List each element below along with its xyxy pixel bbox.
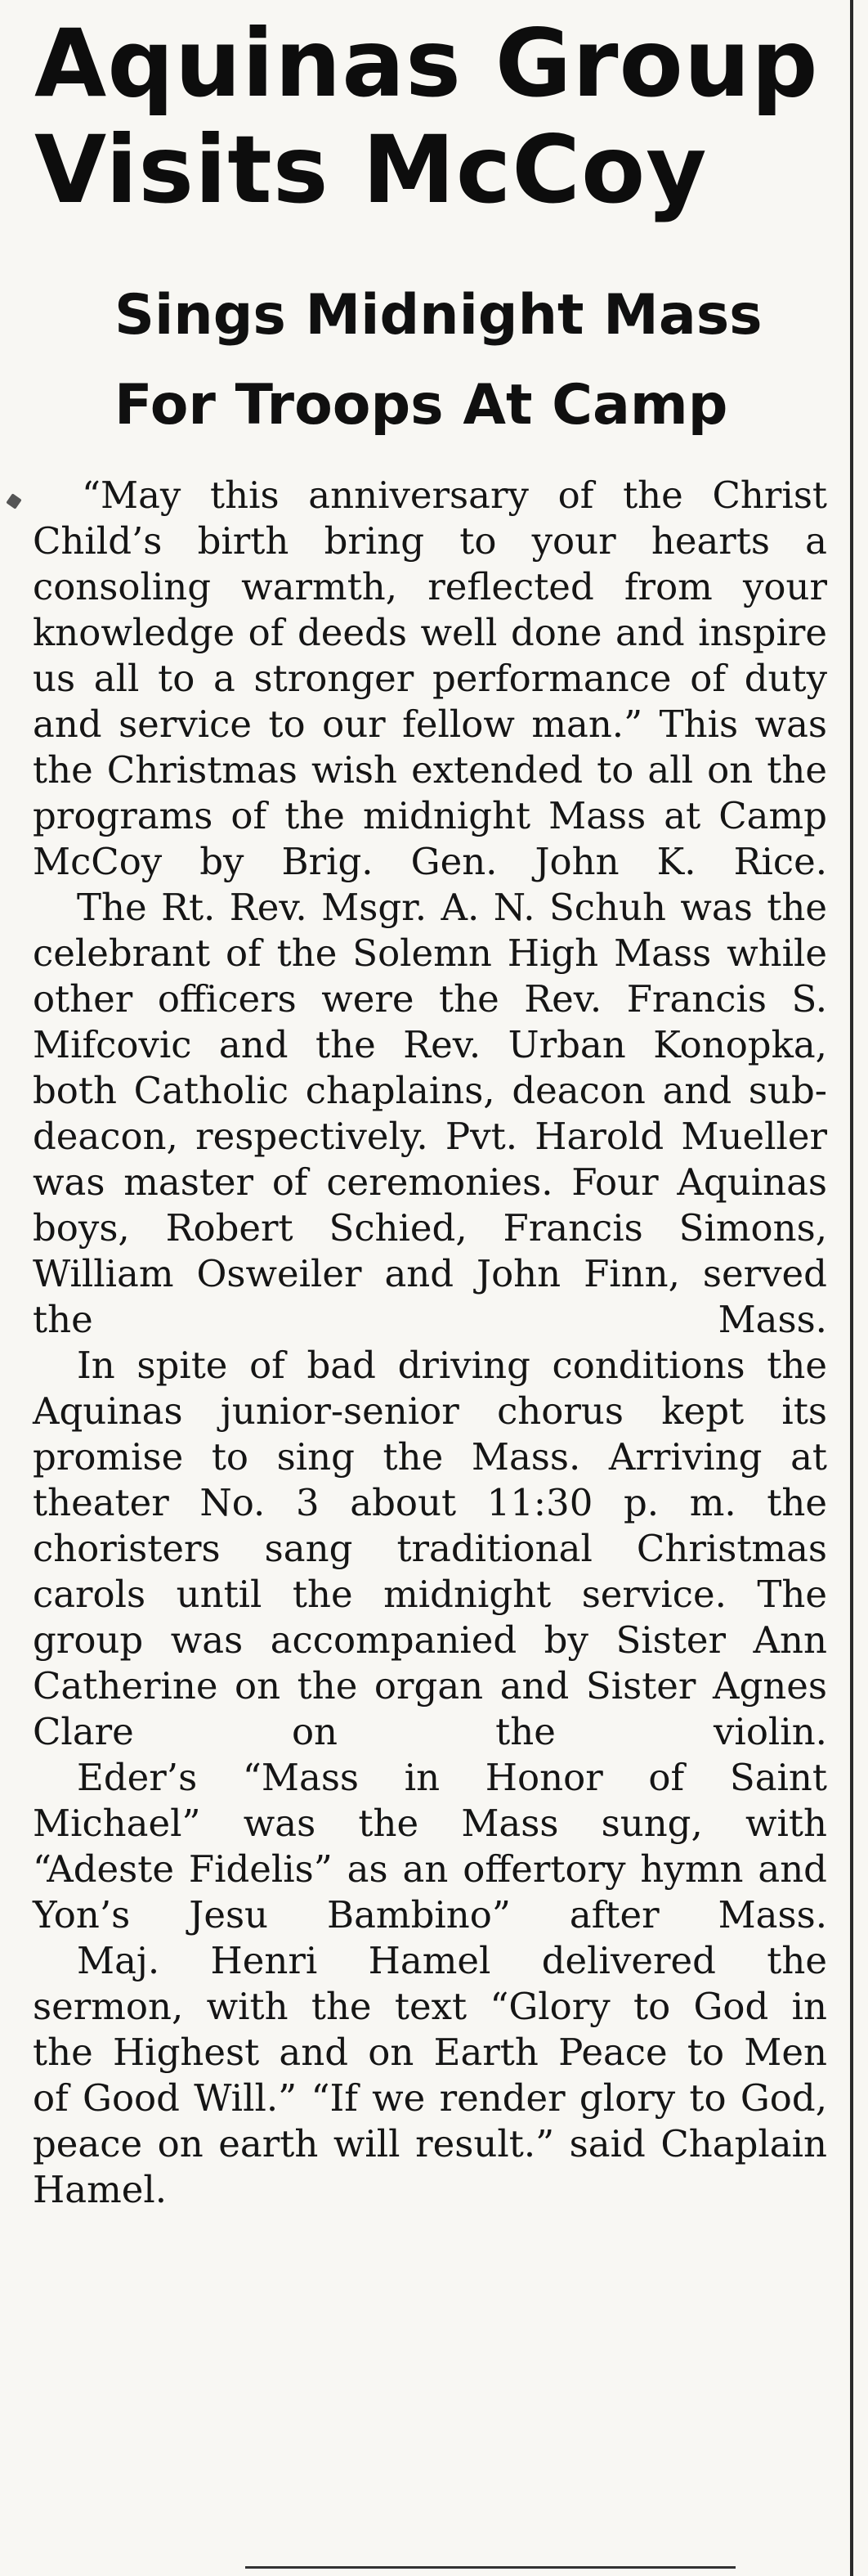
print-speck-mark <box>6 493 21 509</box>
headline-line-2: Visits McCoy <box>34 115 708 224</box>
paragraph-5: Maj. Henri Hamel delivered the sermon, with the text “Glory to God in the Highest and on Earth Peace to Men of Good Will.” “If we render glory to God, peace on earth will result.” said Chaplain Hamel. <box>33 1939 827 2211</box>
article-body <box>33 473 827 2213</box>
paragraph-2: The Rt. Rev. Msgr. A. N. Schuh was the celebrant of the Solemn High Mass while other officers were the Rev. Francis S. Mifcovic and the Rev. Urban Konopka, both Catholic chaplains, deacon and sub-deacon, respectively. Pvt. Harold Mueller was master of ceremonies. Four Aquinas boys, Robert Schied, Francis Simons, William Osweiler and John Finn, served the Mass. <box>33 886 827 1341</box>
paragraph-4: Eder’s “Mass in Honor of Saint Michael” was the Mass sung, with “Adeste Fidelis” as an offertory hymn and Yon’s Jesu Bambino” after Mass. <box>33 1756 827 1936</box>
bottom-rule <box>245 2566 736 2569</box>
paragraph-1: “May this anniversary of the Christ Child’s birth bring to your hearts a consoling warmth, reflected from your knowledge of deeds well done and inspire us all to a stronger performance of duty and service to our fellow man.” This was the Christmas wish extended to all on the programs of the midnight Mass at Camp McCoy by Brig. Gen. John K. Rice. <box>33 473 827 883</box>
subhead-line-2: For Troops At Camp <box>114 373 728 438</box>
column-rule <box>850 0 853 2576</box>
paragraph-3: In spite of bad driving conditions the Aquinas junior-senior chorus kept its promise to sing the Mass. Arriving at theater No. 3 about 11:30 p. m. the choristers sang traditional Christmas carols until the midnight service. The group was accompanied by Sister Ann Catherine on the organ and Sister Agnes Clare on the violin. <box>33 1344 827 1753</box>
subhead-line-1: Sings Midnight Mass <box>114 283 763 348</box>
headline-line-1: Aquinas Group <box>34 9 819 118</box>
